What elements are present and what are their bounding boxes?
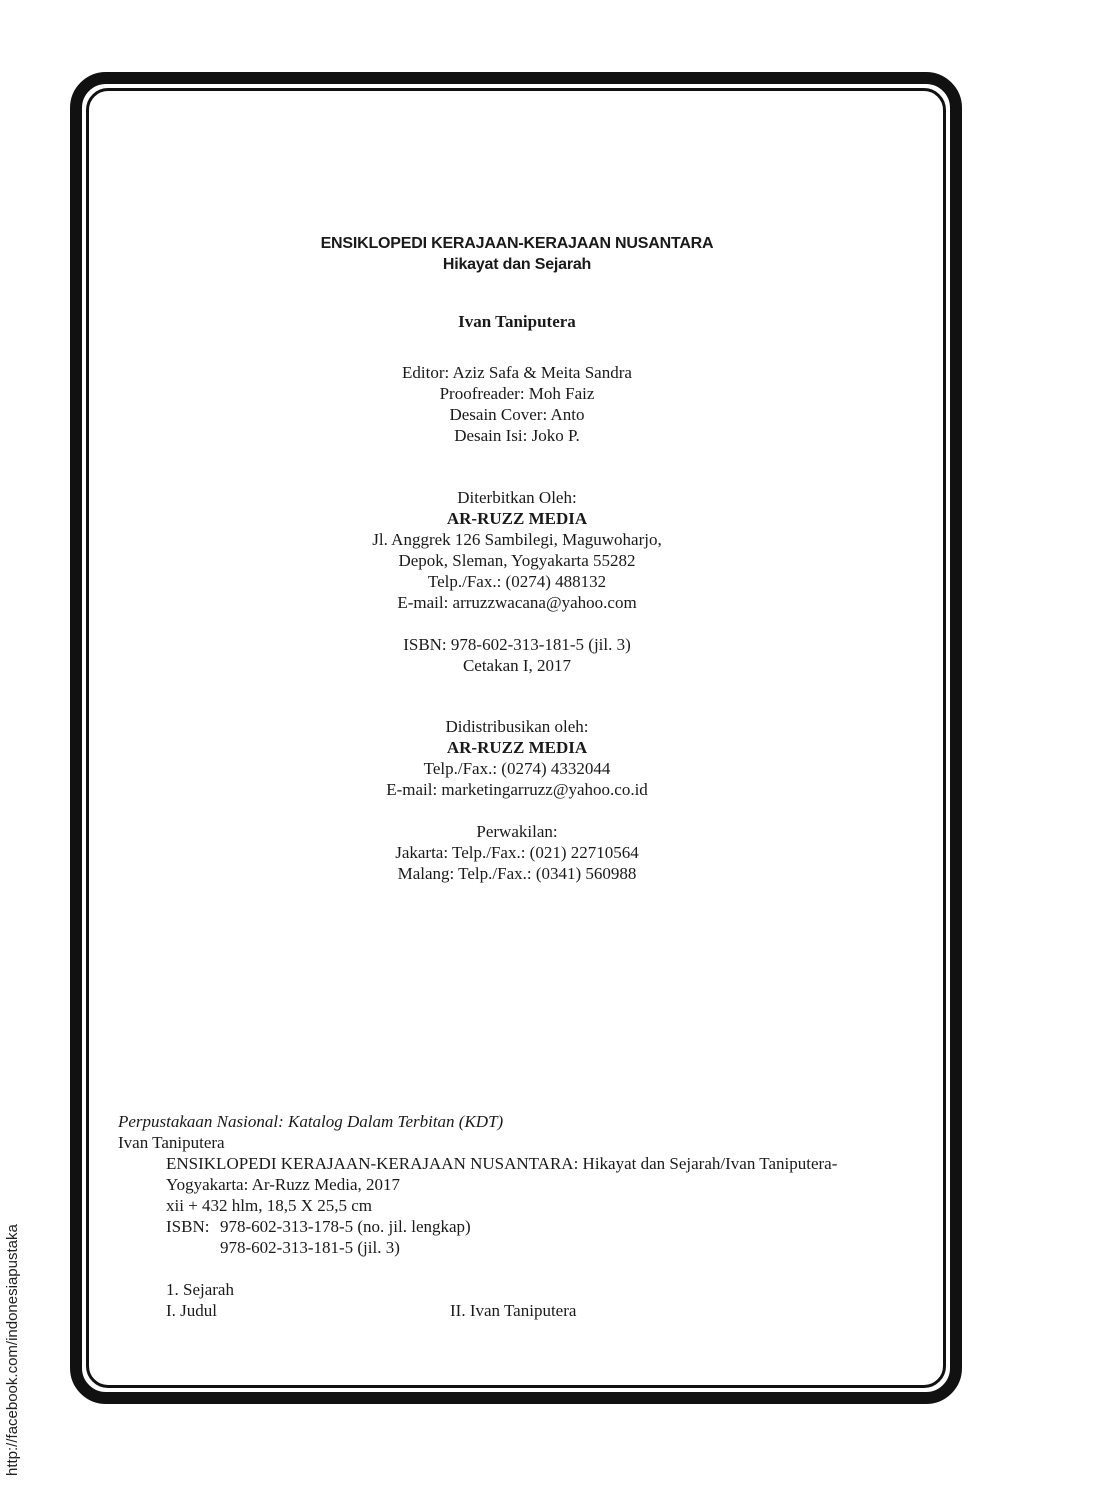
book-author: Ivan Taniputera — [458, 312, 576, 331]
publisher-heading: Diterbitkan Oleh: — [457, 488, 577, 507]
catalog-entry-author: II. Ivan Taniputera — [450, 1301, 577, 1320]
catalog-isbn-row — [118, 1216, 938, 1237]
edition-isbn: ISBN: 978-602-313-181-5 (jil. 3) — [403, 635, 631, 654]
credit-cover-design: Desain Cover: Anto — [449, 405, 585, 424]
publisher-phone: Telp./Fax.: (0274) 488132 — [427, 572, 607, 591]
catalog-isbn-label: ISBN: — [166, 1217, 210, 1236]
edition-printing: Cetakan I, 2017 — [462, 656, 572, 675]
distributor-name: AR-RUZZ MEDIA — [446, 738, 588, 757]
distributor-block — [227, 716, 807, 884]
watermark-url: http://facebook.com/indonesiapustaka — [4, 1224, 21, 1476]
author-block — [227, 311, 807, 332]
publisher-block — [227, 487, 807, 676]
publisher-email: E-mail: arruzzwacana@yahoo.com — [397, 593, 637, 612]
distributor-phone: Telp./Fax.: (0274) 4332044 — [423, 759, 611, 778]
publisher-address-2: Depok, Sleman, Yogyakarta 55282 — [398, 551, 636, 570]
catalog-entry-title: I. Judul — [166, 1301, 217, 1320]
representatives-heading: Perwakilan: — [476, 822, 558, 841]
book-title: ENSIKLOPEDI KERAJAAN-KERAJAAN NUSANTARA — [320, 235, 714, 252]
representative-malang: Malang: Telp./Fax.: (0341) 560988 — [397, 864, 637, 883]
book-subtitle: Hikayat dan Sejarah — [442, 256, 592, 273]
catalog-title-line: ENSIKLOPEDI KERAJAAN-KERAJAAN NUSANTARA: Hikayat dan Sejarah/Ivan Taniputera- — [166, 1154, 838, 1173]
catalog-author: Ivan Taniputera — [118, 1133, 225, 1152]
catalog-heading: Perpustakaan Nasional: Katalog Dalam Terbitan (KDT) — [118, 1112, 504, 1131]
credits-block — [227, 362, 807, 446]
catalog-block — [118, 1111, 938, 1321]
credit-proofreader: Proofreader: Moh Faiz — [439, 384, 595, 403]
distributor-email: E-mail: marketingarruzz@yahoo.co.id — [386, 780, 648, 799]
catalog-imprint: Yogyakarta: Ar-Ruzz Media, 2017 — [166, 1175, 400, 1194]
catalog-physical: xii + 432 hlm, 18,5 X 25,5 cm — [166, 1196, 373, 1215]
credit-interior-design: Desain Isi: Joko P. — [454, 426, 580, 445]
distributor-heading: Didistribusikan oleh: — [445, 717, 589, 736]
catalog-isbn-vol: 978-602-313-181-5 (jil. 3) — [220, 1238, 400, 1257]
catalog-entries-row — [118, 1300, 938, 1321]
catalog-isbn-set: 978-602-313-178-5 (no. jil. lengkap) — [220, 1217, 471, 1236]
catalog-subject: 1. Sejarah — [166, 1280, 234, 1299]
representative-jakarta: Jakarta: Telp./Fax.: (021) 22710564 — [395, 843, 639, 862]
publisher-name: AR-RUZZ MEDIA — [446, 509, 588, 528]
credit-editor: Editor: Aziz Safa & Meita Sandra — [402, 363, 632, 382]
book-title-block — [227, 233, 807, 275]
publisher-address-1: Jl. Anggrek 126 Sambilegi, Maguwoharjo, — [372, 530, 662, 549]
